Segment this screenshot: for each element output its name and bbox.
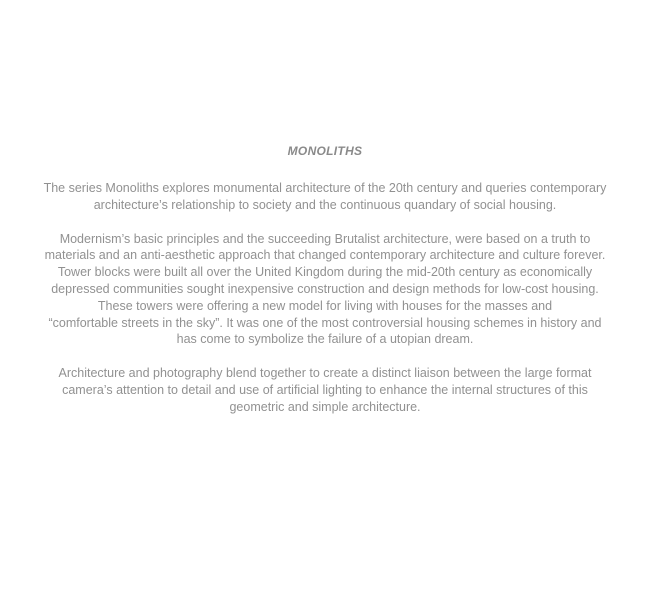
page-title: MONOLITHS: [287, 144, 363, 158]
paragraph-line: materials and an anti-aesthetic approach that changed contemporary architecture and culture forever.: [44, 248, 606, 263]
paragraph-line: has come to symbolize the failure of a utopian dream.: [176, 332, 474, 347]
paragraph-line: “comfortable streets in the sky”. It was one of the most controversial housing schemes in history and: [48, 315, 602, 330]
paragraph-line: Modernism’s basic principles and the succeeding Brutalist architecture, were based on a truth to: [59, 231, 591, 246]
intro-paragraph: [0, 180, 650, 214]
history-paragraph: [0, 231, 650, 349]
paragraph-line: camera’s attention to detail and use of artificial lighting to enhance the internal structures of this: [62, 382, 588, 397]
paragraph-line: These towers were offering a new model for living with houses for the masses and: [97, 298, 553, 313]
paragraph-line: Architecture and photography blend together to create a distinct liaison between the large format: [58, 366, 592, 381]
paragraph-line: Tower blocks were built all over the United Kingdom during the mid-20th century as economically: [57, 265, 593, 280]
statement-section: [0, 143, 650, 433]
paragraph-line: The series Monoliths explores monumental architecture of the 20th century and queries contemporary: [43, 181, 607, 195]
paragraph-line: architecture’s relationship to society and the continuous quandary of social housing.: [93, 197, 557, 212]
paragraph-line: geometric and simple architecture.: [229, 399, 421, 414]
paragraph-line: depressed communities sought inexpensive construction and design methods for low-cost housing.: [51, 281, 599, 296]
approach-paragraph: [0, 365, 650, 415]
